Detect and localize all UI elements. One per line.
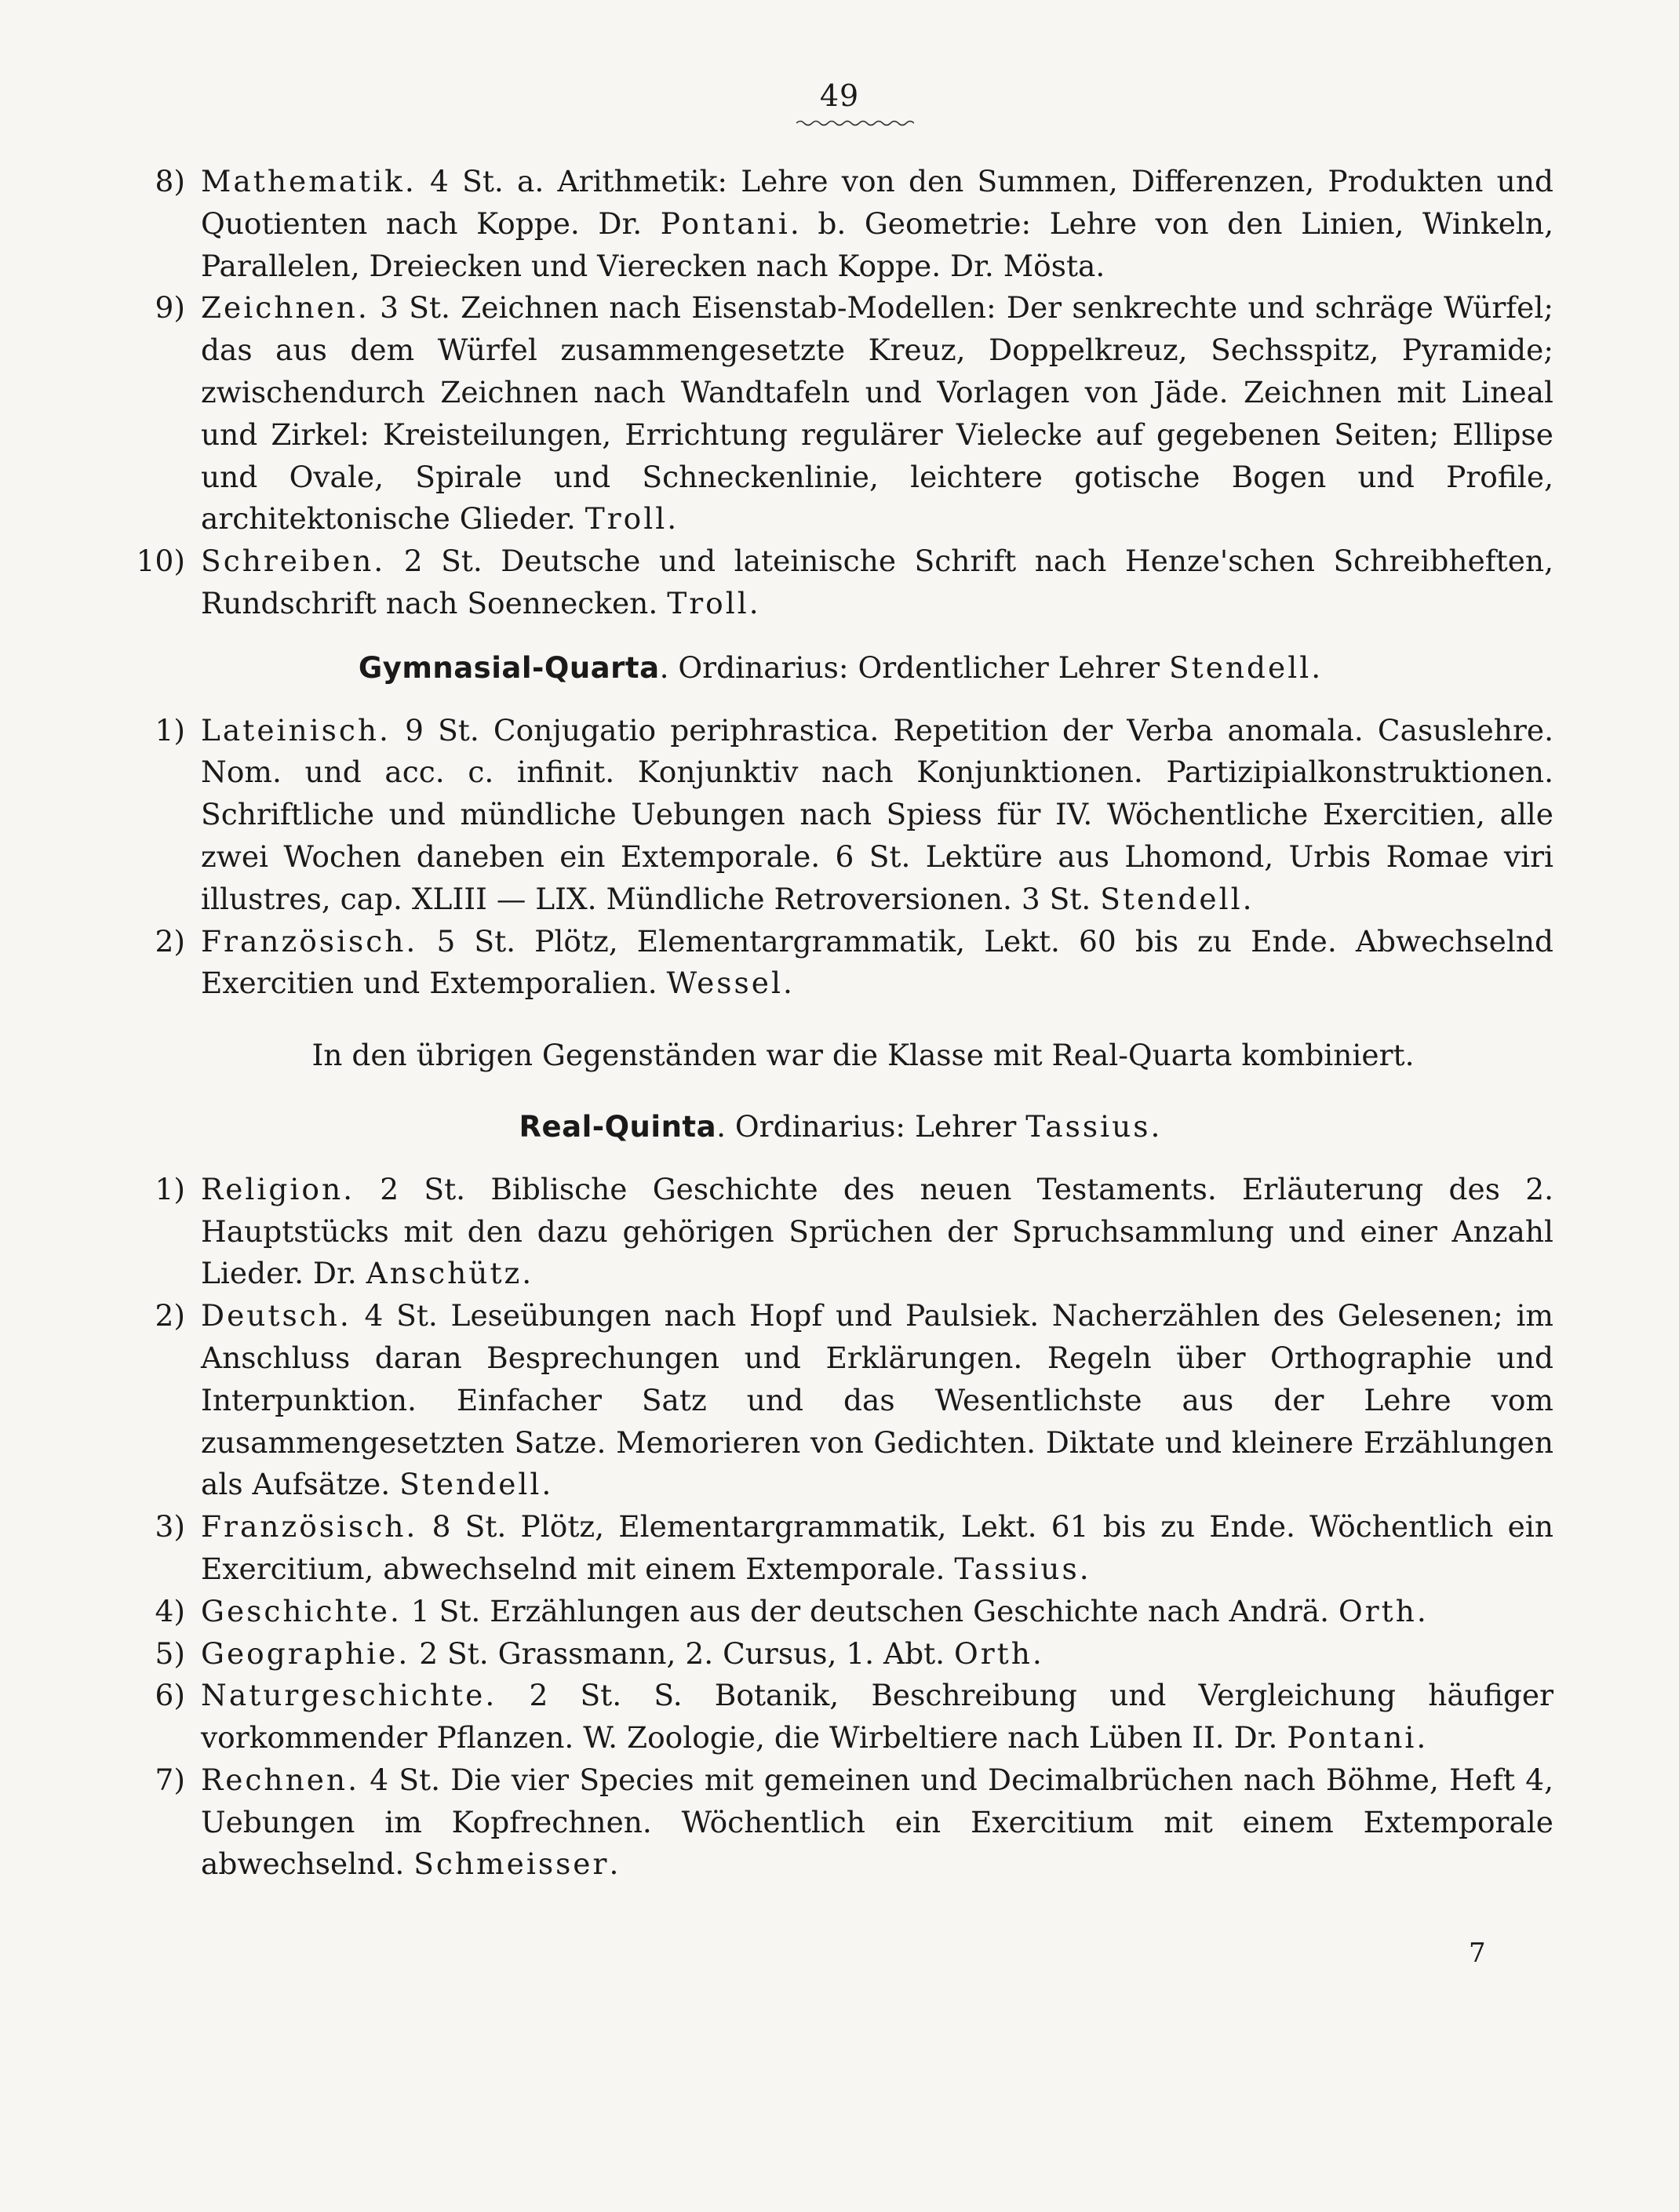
- item-text-end: .: [1032, 1635, 1042, 1671]
- item-text: 3 St. Zeichnen nach Eisenstab-Modellen: Der senkrechte und schräge Würfel; das aus dem Würfel zusammengesetzte Kreuz, Doppelkreuz, Sechsspitz, Pyramide; zwischendurch Zeichnen nach Wandtafeln und Vorlagen von Jäde. Zeichnen mit Lineal und Zirkel: Kreisteilungen, Errichtung regulärer Vielecke auf gegebenen Seiten; Ellipse und Ovale, Spirale und Schneckenlinie, leichtere gotische Bogen und Profile, architektonische Glieder.: [201, 290, 1553, 537]
- item-text: 2 St. Grassmann, 2. Cursus, 1. Abt.: [410, 1635, 955, 1671]
- teacher-name: Stendell: [1100, 881, 1243, 916]
- section-title: Real-Quinta: [519, 1109, 717, 1144]
- item-text-end: .: [748, 585, 759, 620]
- item-text: 8 St. Plötz, Elementargrammatik, Lekt. 61 bis zu Ende. Wöchentlich ein Exercitium, abwechselnd mit einem Extemporale.: [201, 1509, 1553, 1586]
- subject-name: Zeichnen.: [201, 290, 370, 326]
- item-text-end: .: [1242, 881, 1252, 916]
- teacher-name: Troll: [667, 585, 749, 620]
- subject-name: Religion.: [201, 1171, 355, 1206]
- subject-name: Mathematik.: [201, 164, 417, 198]
- teacher-name: Troll: [585, 501, 668, 537]
- item-text-end: .: [1416, 1720, 1426, 1755]
- teacher-name: Anschütz: [366, 1256, 523, 1291]
- item-text-end: .: [522, 1256, 532, 1291]
- item-number: 5): [155, 1635, 185, 1671]
- list-item: [126, 1675, 1553, 1759]
- teacher-name: Schmeisser: [413, 1846, 610, 1882]
- list-item: [126, 710, 1553, 921]
- teacher-name: Tassius: [954, 1551, 1080, 1586]
- teacher-name: Wessel: [666, 966, 783, 1001]
- item-text: 4 St. Die vier Species mit gemeinen und Decimalbrüchen nach Böhme, Heft 4, Uebungen im Kopfrechnen. Wöchentlich ein Exercitium mit einem Extemporale abwechselnd.: [201, 1762, 1553, 1882]
- teacher-name: Orth: [1338, 1593, 1417, 1628]
- ornament-divider: [796, 118, 914, 129]
- list-item: [126, 1633, 1553, 1675]
- item-number: 3): [155, 1509, 185, 1544]
- ordinarius-label: . Ordinarius: Lehrer: [716, 1108, 1026, 1144]
- list-item: [126, 1759, 1553, 1886]
- item-text-end: .: [1079, 1551, 1089, 1586]
- section-title: Gymnasial-Quarta: [358, 650, 660, 685]
- item-text: 2 St. S. Botanik, Beschreibung und Vergleichung häufiger vorkommender Pflanzen. W. Zoologie, die Wirbeltiere nach Lüben II. Dr.: [201, 1678, 1553, 1755]
- item-number: 2): [155, 1298, 185, 1333]
- item-number: 1): [155, 1171, 185, 1206]
- list-item: [126, 161, 1553, 287]
- item-text: 9 St. Conjugatio periphrastica. Repetition der Verba anomala. Casuslehre. Nom. und acc. c. infinit. Konjunktiv nach Konjunktionen. Partizipialkonstruktionen. Schriftliche und mündliche Uebungen nach Spiess für IV. Wöchentliche Exercitien, alle zwei Wochen daneben ein Extemporale. 6 St. Lektüre aus Lhomond, Urbis Romae viri illustres, cap. XLIII — LIX. Mündliche Retroversionen. 3 St.: [201, 712, 1553, 916]
- item-text: 4 St. a. Arithmetik: Lehre von den Summen, Differenzen, Produkten und Quotienten nach Koppe. Dr.: [201, 164, 1553, 241]
- section-note: In den übrigen Gegenständen war die Klasse mit Real-Quarta kombiniert.: [311, 1037, 1415, 1072]
- item-number: 1): [155, 712, 185, 748]
- subject-name: Schreiben.: [201, 544, 386, 579]
- ordinarius-name: Stendell: [1168, 649, 1312, 685]
- item-number: 7): [155, 1762, 185, 1797]
- teacher-name: Pontani: [660, 206, 790, 241]
- item-number: 2): [155, 923, 185, 959]
- list-item: [126, 1169, 1553, 1295]
- list-item: [126, 287, 1553, 540]
- printer-signature: 7: [1469, 1937, 1486, 1969]
- list-item: [126, 1591, 1553, 1633]
- item-text-end: .: [782, 966, 792, 1001]
- top-entry-list: [126, 161, 1553, 625]
- list-item: [126, 540, 1553, 625]
- item-number: 6): [155, 1678, 185, 1713]
- item-number: 8): [155, 164, 185, 198]
- subject-name: Naturgeschichte.: [201, 1678, 497, 1713]
- subject-name: Französisch.: [201, 923, 418, 959]
- page-number: 49: [819, 78, 860, 113]
- document-body: [126, 161, 1553, 1886]
- ordinarius-name: Tassius: [1025, 1108, 1151, 1144]
- item-text: 4 St. Leseübungen nach Hopf und Paulsiek. Nacherzählen des Gelesenen; im Anschluss daran Besprechungen und Erklärungen. Regeln über Orthographie und Interpunktion. Einfacher Satz und das Wesentlichste aus der Lehre vom zusammengesetzten Satze. Memorieren von Gedichten. Diktate und kleinere Erzählungen als Aufsätze.: [201, 1298, 1553, 1502]
- item-number: 4): [155, 1593, 185, 1628]
- item-text-end: .: [1416, 1593, 1426, 1628]
- item-number: 9): [155, 290, 185, 326]
- section-heading: Gymnasial-Quarta. Ordinarius: Ordentlicher Lehrer Stendell.: [358, 649, 1321, 685]
- list-item: [126, 1506, 1553, 1591]
- subject-name: Französisch.: [201, 1509, 418, 1544]
- subject-name: Deutsch.: [201, 1298, 351, 1333]
- item-number: 10): [136, 544, 185, 579]
- ordinarius-label: . Ordinarius: Ordentlicher Lehrer: [659, 649, 1169, 685]
- item-text: 2 St. Biblische Geschichte des neuen Testaments. Erläuterung des 2. Hauptstücks mit den dazu gehörigen Sprüchen der Spruchsammlung und einer Anzahl Lieder. Dr.: [201, 1171, 1553, 1291]
- teacher-name: Pontani: [1287, 1720, 1417, 1755]
- subject-name: Rechnen.: [201, 1762, 359, 1797]
- teacher-name: Stendell: [399, 1467, 542, 1502]
- list-item: [126, 921, 1553, 1006]
- item-text-end: .: [541, 1467, 552, 1502]
- item-text-end: .: [667, 501, 677, 537]
- teacher-name: Orth: [954, 1635, 1033, 1671]
- item-text-end: . b. Geometrie: Lehre von den Linien, Winkeln, Parallelen, Dreiecken und Vierecken nach Koppe. Dr. Mösta.: [201, 206, 1553, 283]
- item-text: 5 St. Plötz, Elementargrammatik, Lekt. 60 bis zu Ende. Abwechselnd Exercitien und Extemporalien.: [201, 923, 1553, 1001]
- item-text: 1 St. Erzählungen aus der deutschen Geschichte nach Andrä.: [401, 1593, 1338, 1628]
- item-text-end: .: [609, 1846, 619, 1882]
- list-item: [126, 1295, 1553, 1506]
- subject-name: Lateinisch.: [201, 712, 391, 748]
- item-text: 2 St. Deutsche und lateinische Schrift nach Henze'schen Schreibheften, Rundschrift nach Soennecken.: [201, 544, 1553, 620]
- subject-name: Geschichte.: [201, 1593, 402, 1628]
- subject-name: Geographie.: [201, 1635, 410, 1671]
- section-heading: Real-Quinta. Ordinarius: Lehrer Tassius.: [519, 1108, 1160, 1144]
